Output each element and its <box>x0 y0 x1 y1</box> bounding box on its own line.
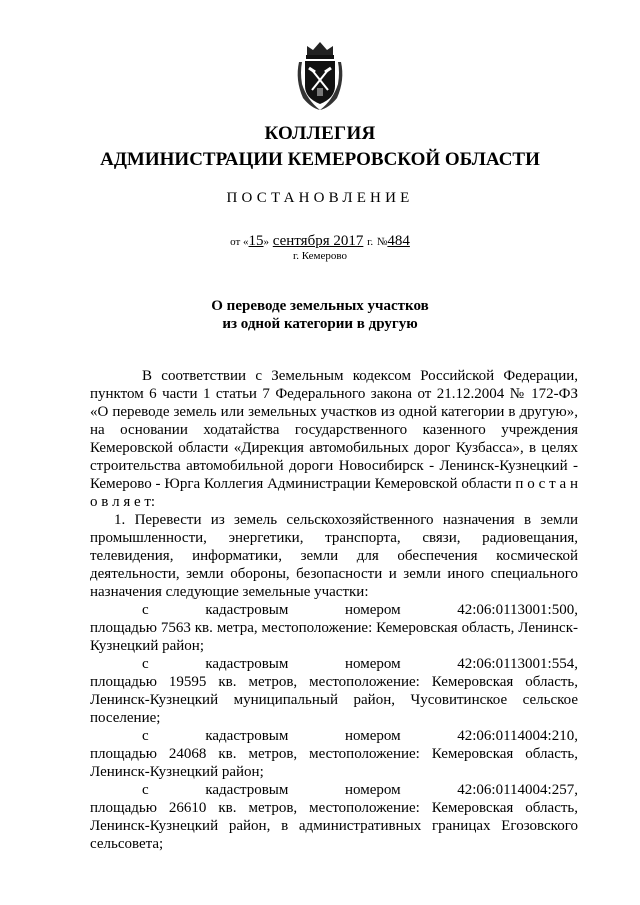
parcel-description: площадью 26610 кв. метров, местоположение: Кемеровская область, Ленинск-Кузнецкий район, в административных границах Егозовского сельсовета; <box>90 800 578 852</box>
date-day: 15 <box>248 233 264 249</box>
parcel-cadastral-number: 42:06:0113001:500, <box>457 602 578 618</box>
org-title-line2: АДМИНИСТРАЦИИ КЕМЕРОВСКОЙ ОБЛАСТИ <box>100 149 540 170</box>
coat-of-arms-emblem <box>293 40 347 112</box>
city: г. Кемерово <box>292 250 348 262</box>
document-body <box>90 367 578 853</box>
parcel-entry <box>90 781 578 853</box>
parcel-entry <box>90 727 578 781</box>
date-mid: » <box>263 236 270 248</box>
parcel-header-row <box>90 655 578 673</box>
parcel-description: площадью 7563 кв. метра, местоположение: Кемеровская область, Ленинск-Кузнецкий район; <box>90 620 578 654</box>
subject-line2: из одной категории в другую <box>222 316 418 332</box>
parcel-entry <box>90 655 578 727</box>
parcel-cadastral-number: 42:06:0114004:210, <box>457 728 578 744</box>
parcel-entry <box>90 601 578 655</box>
org-title-line1: КОЛЛЕГИЯ <box>264 123 376 144</box>
parcel-word-number: номером <box>345 728 401 744</box>
parcel-word-number: номером <box>345 602 401 618</box>
date-number-line <box>0 232 640 251</box>
parcel-description: площадью 19595 кв. метров, местоположение: Кемеровская область, Ленинск-Кузнецкий муниципальный район, Чусовитинское сельское поселение; <box>90 674 578 726</box>
parcel-word-s: с <box>142 656 149 672</box>
number-prefix: № <box>376 236 388 248</box>
parcel-word-number: номером <box>345 782 401 798</box>
parcel-word-cadastral: кадастровым <box>205 656 289 672</box>
year-suffix: г. <box>367 236 374 248</box>
preamble-paragraph: В соответствии с Земельным кодексом Российской Федерации, пунктом 6 части 1 статьи 7 Федерального закона от 21.12.2004 № 172-ФЗ «О переводе земель или земельных участков из одной категории в другую», на основании ходатайства государственного казенного учреждения Кемеровской области «Дирекция автомобильных дорог Кузбасса», в целях строительства автомобильной дороги Новосибирск - Ленинск-Кузнецкий - Кемерово - Юрга Коллегия Администрации Кемеровской области п о с т а н о в л я е т: <box>90 368 578 510</box>
parcel-cadastral-number: 42:06:0113001:554, <box>457 656 578 672</box>
parcel-word-cadastral: кадастровым <box>205 782 289 798</box>
parcel-word-cadastral: кадастровым <box>205 602 289 618</box>
date-prefix: от « <box>230 236 249 248</box>
subject-line1: О переводе земельных участков <box>211 298 429 314</box>
parcel-word-cadastral: кадастровым <box>205 728 289 744</box>
parcel-word-s: с <box>142 728 149 744</box>
parcel-description: площадью 24068 кв. метров, местоположение: Кемеровская область, Ленинск-Кузнецкий район; <box>90 746 578 780</box>
date-month-year: сентября 2017 <box>272 233 364 249</box>
parcel-header-row <box>90 781 578 799</box>
parcel-word-s: с <box>142 782 149 798</box>
document-type: ПОСТАНОВЛЕНИЕ <box>226 190 414 206</box>
item-1-paragraph: 1. Перевести из земель сельскохозяйственного назначения в земли промышленности, энергетики, транспорта, связи, радиовещания, телевидения, информатики, земли для обеспечения космической деятельности, земли обороны, безопасности и земли иного специального назначения следующие земельные участки: <box>90 512 578 600</box>
parcel-cadastral-number: 42:06:0114004:257, <box>457 782 578 798</box>
parcel-header-row <box>90 601 578 619</box>
parcel-header-row <box>90 727 578 745</box>
document-number: 484 <box>387 233 410 249</box>
parcel-word-number: номером <box>345 656 401 672</box>
parcel-word-s: с <box>142 602 149 618</box>
